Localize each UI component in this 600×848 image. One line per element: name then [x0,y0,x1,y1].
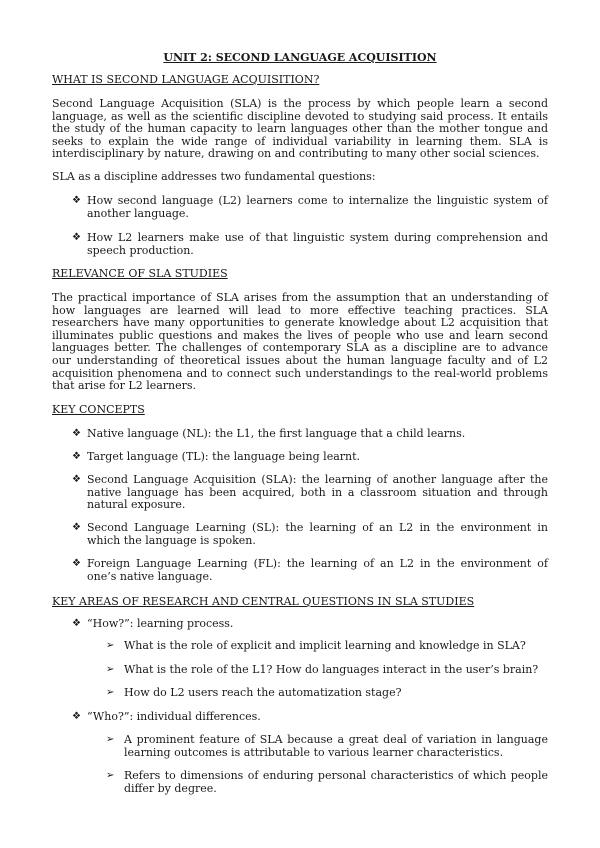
list-item [72,474,548,512]
list-item [72,558,548,583]
diamond-bullet-icon: ❖ [72,558,81,569]
arrow-bullet-icon: ➢ [106,640,115,651]
sub-list-item-text: A prominent feature of SLA because a great deal of variation in language learning outcomes is attributable to various learner characteristics. [124,733,548,759]
list-item-text: Native language (NL): the L1, the first language that a child learns. [87,427,466,440]
sub-list-item-text: How do L2 users reach the automatization stage? [124,686,402,699]
sub-list-item [106,664,548,677]
heading-key-concepts: KEY CONCEPTS [52,403,145,416]
list-item [72,428,548,441]
list-item [72,195,548,220]
sub-list-item [106,640,548,653]
sub-list-item [106,770,548,795]
list-item-text: Foreign Language Learning (FL): the learning of an L2 in the environment of one’s native language. [87,557,548,583]
list-item-who [72,711,548,724]
list-item-text: “Who?”: individual differences. [87,710,261,723]
diamond-bullet-icon: ❖ [72,428,81,439]
list-item-text: Second Language Learning (SL): the learning of an L2 in the environment in which the language is spoken. [87,521,548,547]
sub-list-item-text: What is the role of explicit and implicit learning and knowledge in SLA? [124,639,526,652]
heading-relevance: RELEVANCE OF SLA STUDIES [52,267,228,280]
list-item-text: How L2 learners make use of that linguistic system during comprehension and speech production. [87,231,548,257]
list-item-text: “How?”: learning process. [87,617,234,630]
heading-what-is-sla: WHAT IS SECOND LANGUAGE ACQUISITION? [52,73,320,86]
diamond-bullet-icon: ❖ [72,711,81,722]
diamond-bullet-icon: ❖ [72,474,81,485]
list-item [72,522,548,547]
list-item-text: Second Language Acquisition (SLA): the learning of another language after the native language has been acquired, both in a classroom situation and through natural exposure. [87,473,548,512]
arrow-bullet-icon: ➢ [106,734,115,745]
heading-key-areas: KEY AREAS OF RESEARCH AND CENTRAL QUESTIONS IN SLA STUDIES [52,595,475,608]
arrow-bullet-icon: ➢ [106,687,115,698]
sub-list-item [106,687,548,700]
list-item-how [72,618,548,631]
diamond-bullet-icon: ❖ [72,522,81,533]
paragraph-relevance: The practical importance of SLA arises from the assumption that an understanding of how languages are learned will lead to more effective teaching practices. SLA researchers have many opportunities to generate knowledge about L2 acquisition that illuminates public questions and makes the lives of people who use and learn second languages better. The challenges of contemporary SLA as a discipline are to advance our understanding of theoretical issues about the human language faculty and of L2 acquisition phenomena and to connect such understandings to the real-world problems that arise for L2 learners. [52,291,548,393]
sub-list-item-text: What is the role of the L1? How do languages interact in the user’s brain? [124,663,539,676]
sub-list-item-text: Refers to dimensions of enduring personal characteristics of which people differ by degree. [124,769,548,795]
list-item [72,232,548,257]
diamond-bullet-icon: ❖ [72,195,81,206]
list-item-text: Target language (TL): the language being learnt. [87,450,361,463]
unit-title: UNIT 2: SECOND LANGUAGE ACQUISITION [163,51,437,64]
arrow-bullet-icon: ➢ [106,770,115,781]
diamond-bullet-icon: ❖ [72,451,81,462]
arrow-bullet-icon: ➢ [106,664,115,675]
diamond-bullet-icon: ❖ [72,232,81,243]
list-item-text: How second language (L2) learners come to internalize the linguistic system of another language. [87,194,548,220]
paragraph-sla-definition: Second Language Acquisition (SLA) is the process by which people learn a second language, as well as the scientific discipline devoted to studying said process. It entails the study of the human capacity to learn languages other than the mother tongue and seeks to explain the wide range of individual variability in learning them. SLA is interdisciplinary by nature, drawing on and contributing to many other social sciences. [52,97,548,161]
list-item [72,451,548,464]
diamond-bullet-icon: ❖ [72,618,81,629]
sub-list-item [106,734,548,759]
paragraph-fundamental-questions: SLA as a discipline addresses two fundamental questions: [52,170,376,183]
